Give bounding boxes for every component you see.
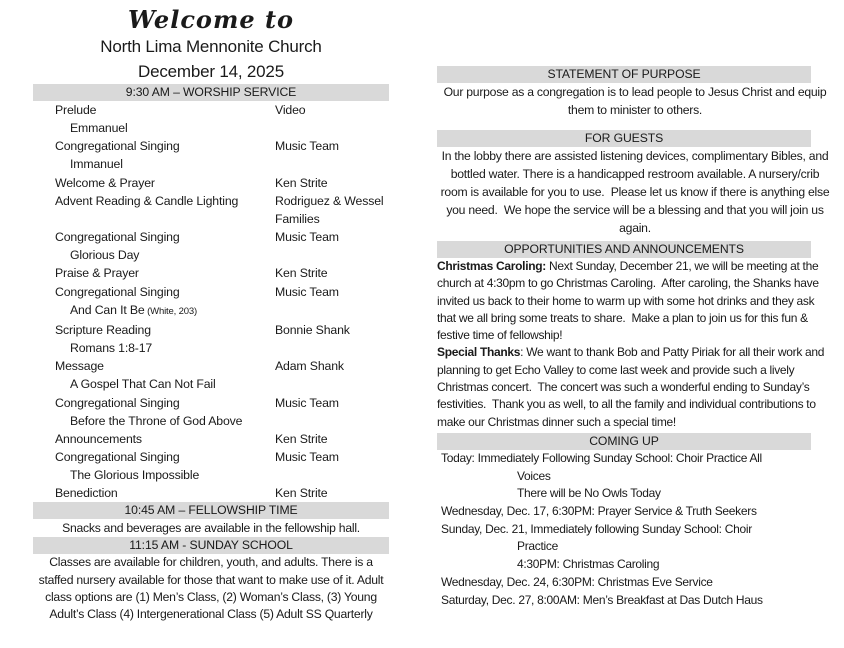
service-item-person: Ken Strite [275, 486, 328, 501]
coming-up-line: Sunday, Dec. 21, Immediately following Sunday School: Choir [441, 521, 752, 536]
service-row [33, 357, 389, 375]
service-item-person: Music Team [275, 449, 339, 464]
service-item-person: Ken Strite [275, 431, 328, 446]
service-row [33, 283, 389, 301]
service-item-person: Adam Shank [275, 359, 344, 374]
service-item-label: Advent Reading & Candle Lighting [55, 193, 239, 208]
service-item-label: Congregational Singing [55, 139, 180, 154]
coming-up-line: Voices [517, 468, 551, 483]
bulletin-date: December 14, 2025 [138, 62, 284, 81]
service-song-title: Emmanuel [70, 121, 128, 136]
coming-up-line: Saturday, Dec. 27, 8:00AM: Men’s Breakfast at Das Dutch Haus [441, 592, 763, 607]
service-item-person: Music Team [275, 230, 339, 245]
service-song-title: A Gospel That Can Not Fail [70, 377, 216, 392]
service-song-title: And Can It Be (White, 203) [70, 302, 198, 317]
service-song-title: Immanuel [70, 157, 123, 172]
service-row [33, 430, 389, 448]
service-row [33, 448, 389, 466]
service-item-person: Music Team [275, 284, 339, 299]
announcement-lead: Special Thanks [437, 345, 521, 360]
coming-up-line: Practice [517, 539, 558, 554]
service-item-person: Music Team [275, 139, 339, 154]
service-row [33, 301, 389, 321]
service-item-person: Video [275, 103, 306, 117]
service-row [33, 466, 389, 484]
service-item-person: Ken Strite [275, 175, 328, 190]
sunday-school-note: Classes are available for children, youth, and adults. There is a staffed nursery available for those that want to make use of it. Adult class options are (1) Men’s Class, (2) Woman’s Class, (3) Young Adult’s Class (4) Intergenerational Class (5) Adult SS Quarterly [38, 555, 387, 622]
service-row [33, 119, 389, 137]
right-column [437, 66, 833, 609]
announcements-header: OPPORTUNITIES AND ANNOUNCEMENTS [437, 241, 811, 258]
service-row [33, 321, 389, 339]
statement-of-purpose-text: Our purpose as a congregation is to lead people to Jesus Christ and equip them to minister to others. [443, 85, 830, 117]
service-row [33, 228, 389, 246]
service-item-label: Scripture Reading [55, 322, 151, 337]
service-row [33, 101, 389, 119]
service-item-label: Welcome & Prayer [55, 175, 155, 190]
service-row [33, 210, 389, 228]
service-row [33, 264, 389, 282]
worship-service-header: 9:30 AM – WORSHIP SERVICE [33, 84, 389, 101]
statement-of-purpose-header: STATEMENT OF PURPOSE [437, 66, 811, 83]
service-item-person: Bonnie Shank [275, 322, 350, 337]
service-item-label: Praise & Prayer [55, 266, 139, 281]
service-row [33, 484, 389, 502]
service-song-title: Before the Throne of God Above [70, 413, 243, 428]
fellowship-time-header: 10:45 AM – FELLOWSHIP TIME [33, 502, 389, 519]
coming-up-line: There will be No Owls Today [517, 486, 661, 501]
service-row [33, 339, 389, 357]
coming-up-list [437, 450, 833, 609]
service-row [33, 155, 389, 173]
coming-up-line: Today: Immediately Following Sunday School: Choir Practice All [441, 450, 762, 465]
announcements-list [437, 258, 833, 431]
song-reference: (White, 203) [144, 305, 198, 317]
coming-up-line: Wednesday, Dec. 17, 6:30PM: Prayer Service & Truth Seekers [441, 504, 757, 519]
service-row [33, 246, 389, 264]
service-row [33, 192, 389, 210]
service-song-title: Glorious Day [70, 248, 140, 263]
service-row [33, 394, 389, 412]
service-row [33, 375, 389, 393]
service-item-label: Congregational Singing [55, 395, 180, 410]
announcement-paragraph [437, 344, 833, 430]
welcome-script-title: Welcome to [127, 5, 295, 34]
left-column [33, 6, 389, 623]
for-guests-header: FOR GUESTS [437, 130, 811, 147]
service-song-title: Romans 1:8-17 [70, 341, 153, 356]
for-guests-text: In the lobby there are assisted listening devices, complimentary Bibles, and bottled water. There is a handicapped restroom available. A nursery/crib room is available for you to use. Please let us know if there is anything else you need. We hope the service will be a blessing and that you will join us again. [440, 149, 833, 235]
coming-up-header: COMING UP [437, 433, 811, 450]
service-item-label: Prelude [55, 103, 97, 117]
announcement-paragraph [437, 258, 833, 344]
service-item-label: Announcements [55, 431, 142, 446]
service-item-label: Congregational Singing [55, 449, 180, 464]
announcement-text: : We want to thank Bob and Patty Piriak for all their work and planning to get Echo Valley to come last week and provide such a lively Christmas concert. The concert was such a wonderful ending to Sunday’s festivities. Thank you as well, to all the family and individual contributions to make our Christmas dinner such a special time! [437, 345, 828, 429]
service-item-label: Congregational Singing [55, 284, 180, 299]
service-row [33, 174, 389, 192]
fellowship-note: Snacks and beverages are available in the fellowship hall. [62, 521, 360, 536]
sunday-school-header: 11:15 AM - SUNDAY SCHOOL [33, 537, 389, 554]
coming-up-line: 4:30PM: Christmas Caroling [517, 557, 660, 572]
service-order-list [33, 101, 389, 502]
announcement-text: Next Sunday, December 21, we will be meeting at the church at 4:30pm to go Christmas Caroling. After caroling, the Shanks have invited us back to their home to warm up with some hot drinks and they ask that we all bring some treats to share. Make a plan to join us for this fun & festive time of fellowship! [437, 259, 822, 343]
service-item-label: Congregational Singing [55, 230, 180, 245]
service-item-person: Music Team [275, 395, 339, 410]
service-item-person: Families [275, 211, 320, 226]
service-item-label: Benediction [55, 486, 118, 501]
service-item-label: Message [55, 359, 104, 374]
service-item-person: Ken Strite [275, 266, 328, 281]
service-row [33, 412, 389, 430]
coming-up-line: Wednesday, Dec. 24, 6:30PM: Christmas Eve Service [441, 574, 713, 589]
service-row [33, 137, 389, 155]
church-name: North Lima Mennonite Church [100, 37, 322, 56]
service-song-title: The Glorious Impossible [70, 468, 200, 483]
announcement-lead: Christmas Caroling: [437, 259, 546, 273]
service-item-person: Rodriguez & Wessel [275, 193, 384, 208]
